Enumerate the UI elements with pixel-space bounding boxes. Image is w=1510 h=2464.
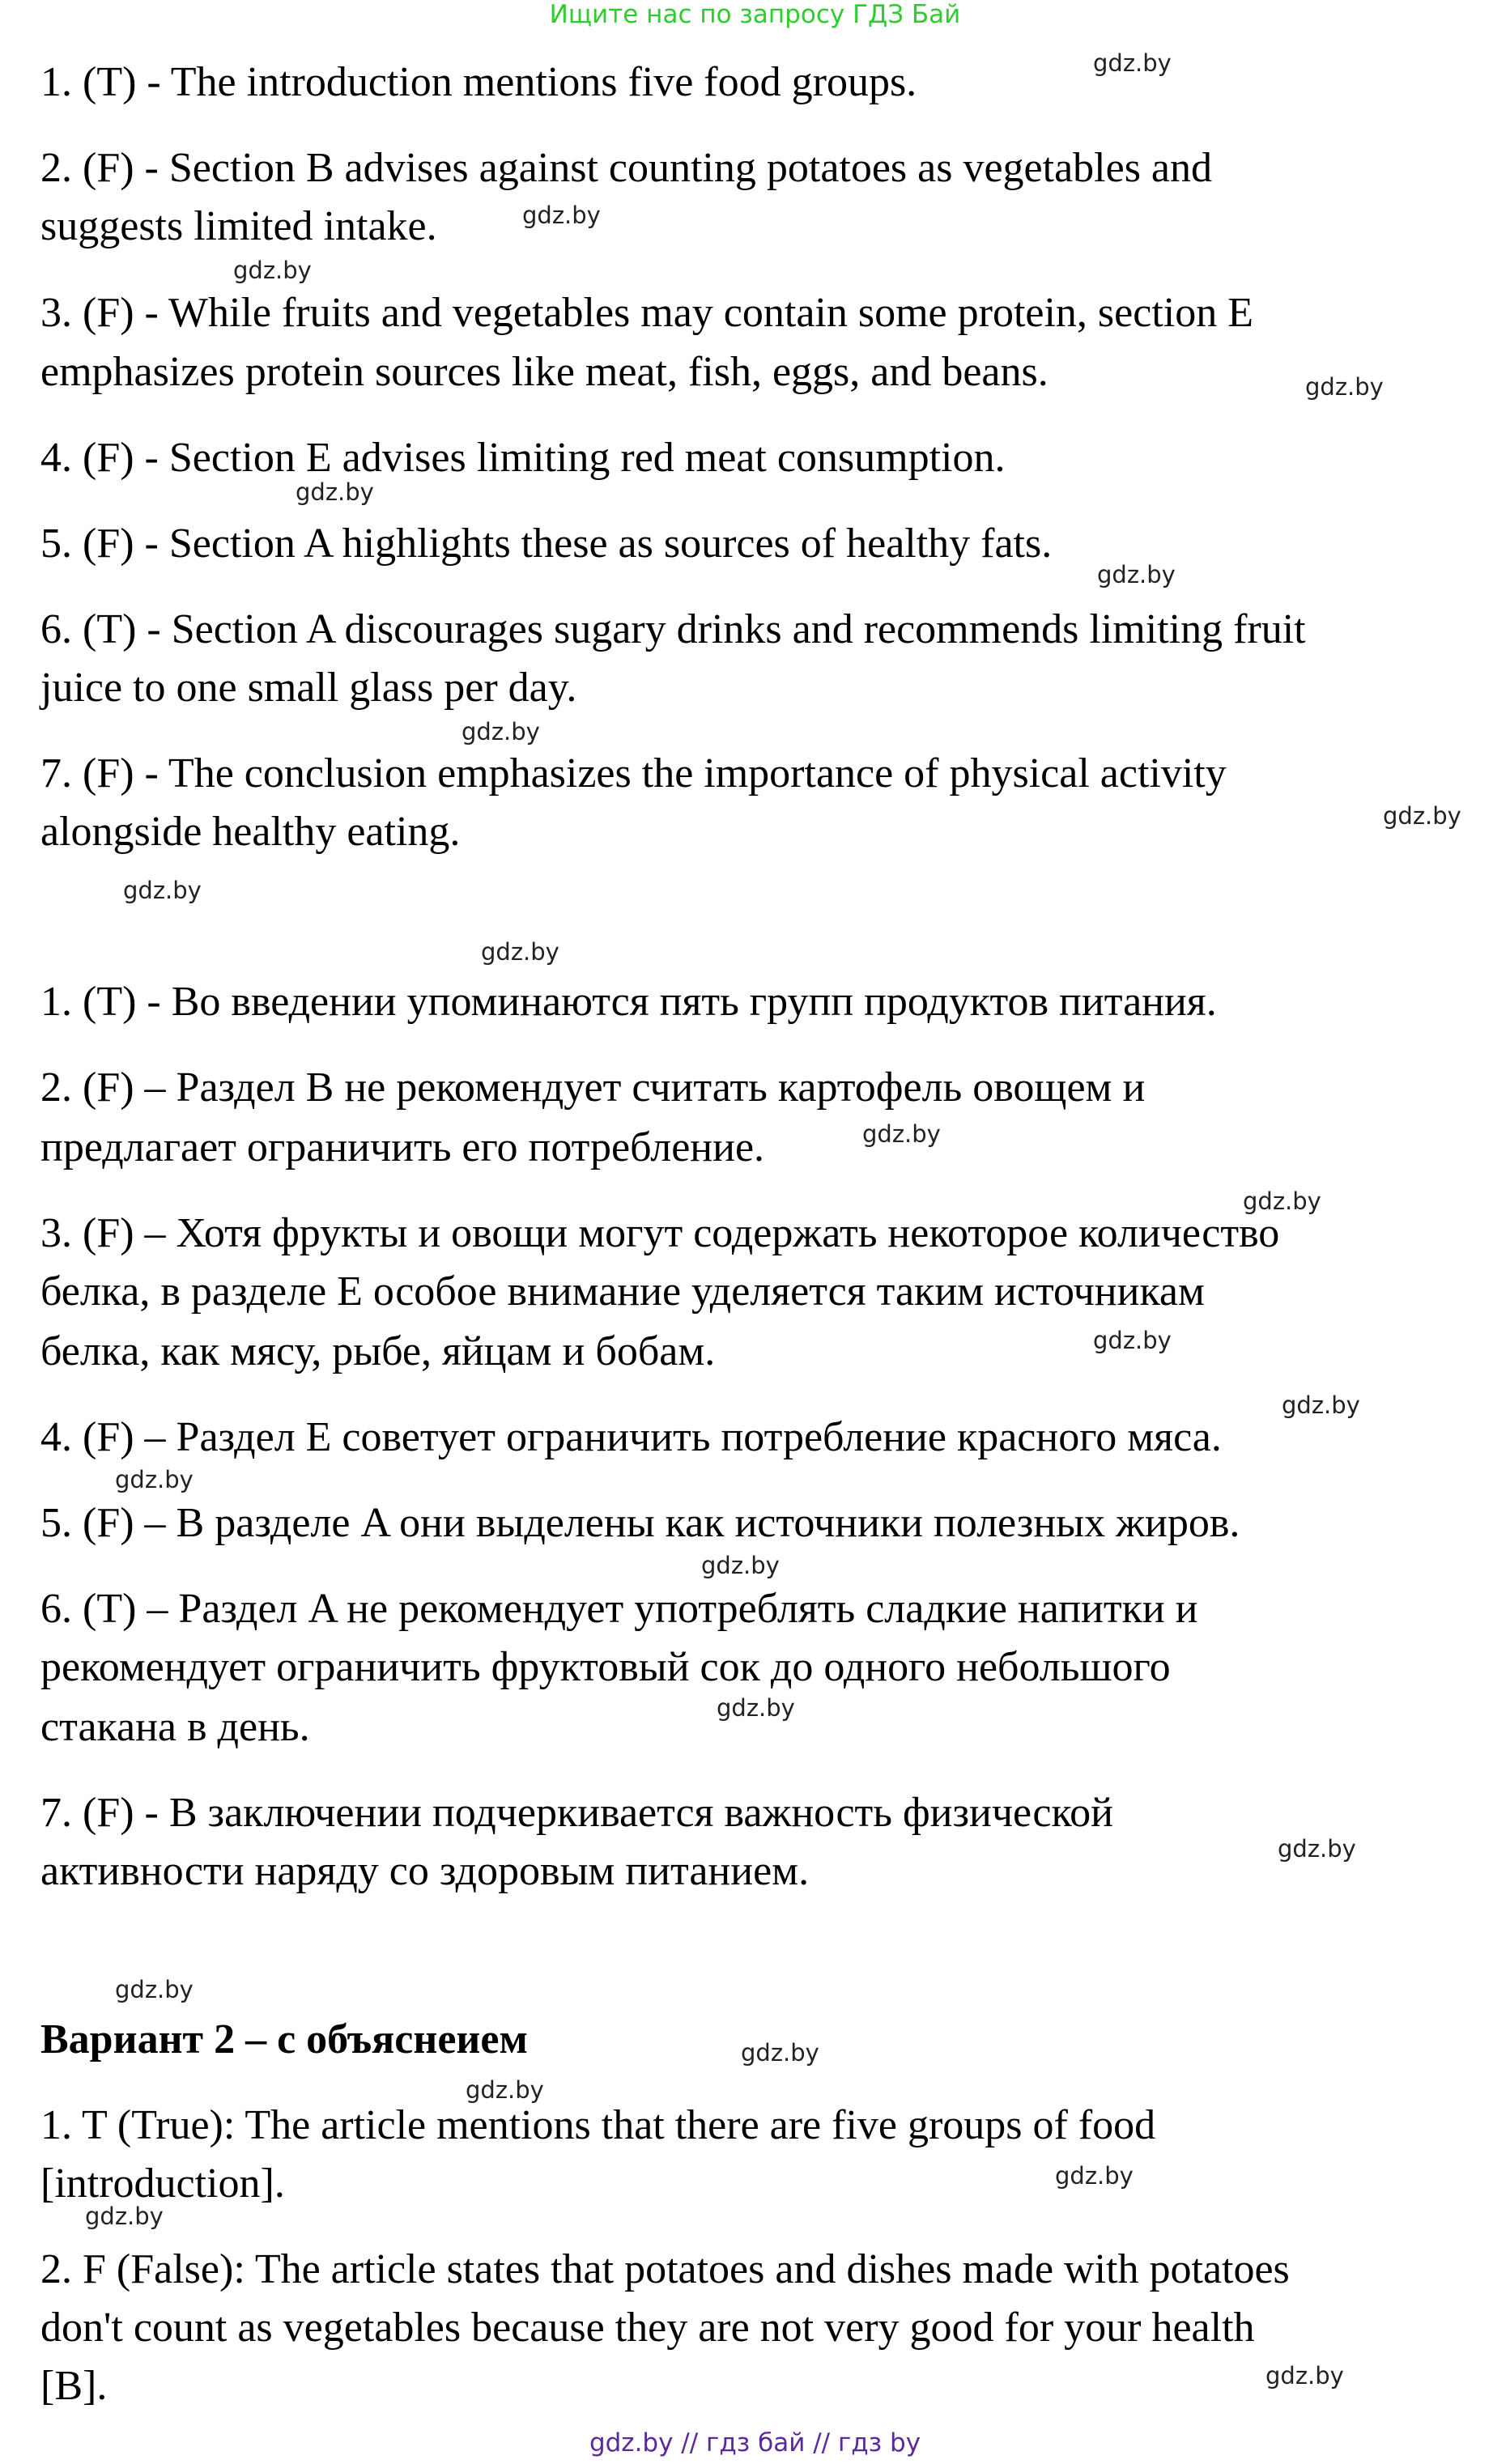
- answer-line: 7. (F) - В заключении подчеркивается важность физической: [40, 1790, 1113, 1836]
- answer-line: 1. (T) - Во введении упоминаются пять групп продуктов питания.: [40, 979, 1217, 1025]
- watermark-text: gdz.by: [233, 257, 312, 284]
- answer-line: белка, как мясу, рыбе, яйцам и бобам.: [40, 1328, 716, 1374]
- answer-line: 2. (F) - Section B advises against counting potatoes as vegetables and: [40, 145, 1213, 191]
- answer-line: alongside healthy eating.: [40, 809, 461, 855]
- answer-line: 3. (F) – Хотя фрукты и овощи могут содержать некоторое количество: [40, 1210, 1280, 1256]
- answer-line: 1. T (True): The article mentions that there are five groups of food: [40, 2102, 1156, 2148]
- watermark-text: gdz.by: [1243, 1187, 1321, 1215]
- answer-line: предлагает ограничить его потребление.: [40, 1124, 765, 1170]
- answer-line: 4. (F) – Раздел E советует ограничить потребление красного мяса.: [40, 1414, 1222, 1460]
- site-footer-links[interactable]: gdz.by // гдз бай // гдз by: [589, 2428, 921, 2458]
- answer-line: 1. (T) - The introduction mentions five food groups.: [40, 59, 917, 105]
- section-heading: Вариант 2 – с объяснеием: [40, 2016, 528, 2063]
- answer-line: 4. (F) - Section E advises limiting red meat consumption.: [40, 435, 1006, 481]
- watermark-text: gdz.by: [1383, 802, 1461, 830]
- answer-line: 3. (F) - While fruits and vegetables may contain some protein, section E: [40, 290, 1253, 336]
- answer-line: активности наряду со здоровым питанием.: [40, 1848, 810, 1894]
- watermark-text: gdz.by: [701, 1552, 780, 1579]
- answer-line: 5. (F) - Section A highlights these as sources of healthy fats.: [40, 520, 1053, 567]
- answer-line: стакана в день.: [40, 1704, 310, 1750]
- answer-line: don't count as vegetables because they are not very good for your health: [40, 2305, 1255, 2351]
- watermark-text: gdz.by: [1305, 373, 1384, 401]
- watermark-text: gdz.by: [115, 1466, 194, 1493]
- watermark-text: gdz.by: [115, 1976, 194, 2003]
- watermark-text: gdz.by: [862, 1120, 941, 1148]
- answer-line: белка, в разделе E особое внимание уделяется таким источникам: [40, 1268, 1205, 1315]
- watermark-text: gdz.by: [522, 202, 601, 229]
- watermark-text: gdz.by: [1055, 2162, 1134, 2190]
- watermark-text: gdz.by: [717, 1694, 795, 1722]
- answer-line: рекомендует ограничить фруктовый сок до одного небольшого: [40, 1644, 1171, 1690]
- watermark-text: gdz.by: [1265, 2362, 1344, 2390]
- watermark-text: gdz.by: [1097, 561, 1176, 588]
- watermark-text: gdz.by: [85, 2203, 164, 2230]
- watermark-text: gdz.by: [466, 2076, 544, 2104]
- watermark-text: gdz.by: [123, 877, 202, 904]
- answer-line: 7. (F) - The conclusion emphasizes the importance of physical activity: [40, 750, 1227, 797]
- site-banner[interactable]: Ищите нас по запросу ГДЗ Бай: [549, 0, 961, 29]
- watermark-text: gdz.by: [1282, 1391, 1360, 1419]
- answer-line: [introduction].: [40, 2160, 285, 2207]
- watermark-text: gdz.by: [1093, 1327, 1172, 1354]
- answer-line: 2. (F) – Раздел B не рекомендует считать картофель овощем и: [40, 1064, 1146, 1111]
- answer-line: 2. F (False): The article states that potatoes and dishes made with potatoes: [40, 2246, 1290, 2292]
- watermark-text: gdz.by: [481, 938, 559, 966]
- answer-line: 5. (F) – В разделе A они выделены как источники полезных жиров.: [40, 1500, 1240, 1546]
- answer-line: 6. (T) - Section A discourages sugary drinks and recommends limiting fruit: [40, 606, 1306, 652]
- watermark-text: gdz.by: [741, 2039, 819, 2067]
- watermark-text: gdz.by: [1278, 1835, 1356, 1863]
- watermark-text: gdz.by: [462, 718, 540, 746]
- answer-line: juice to one small glass per day.: [40, 665, 577, 711]
- answer-line: suggests limited intake.: [40, 203, 437, 249]
- watermark-text: gdz.by: [1093, 49, 1172, 77]
- answer-line: emphasizes protein sources like meat, fish, eggs, and beans.: [40, 349, 1048, 395]
- watermark-text: gdz.by: [296, 478, 374, 506]
- answer-line: [B].: [40, 2363, 108, 2409]
- answer-line: 6. (T) – Раздел A не рекомендует употреблять сладкие напитки и: [40, 1586, 1198, 1632]
